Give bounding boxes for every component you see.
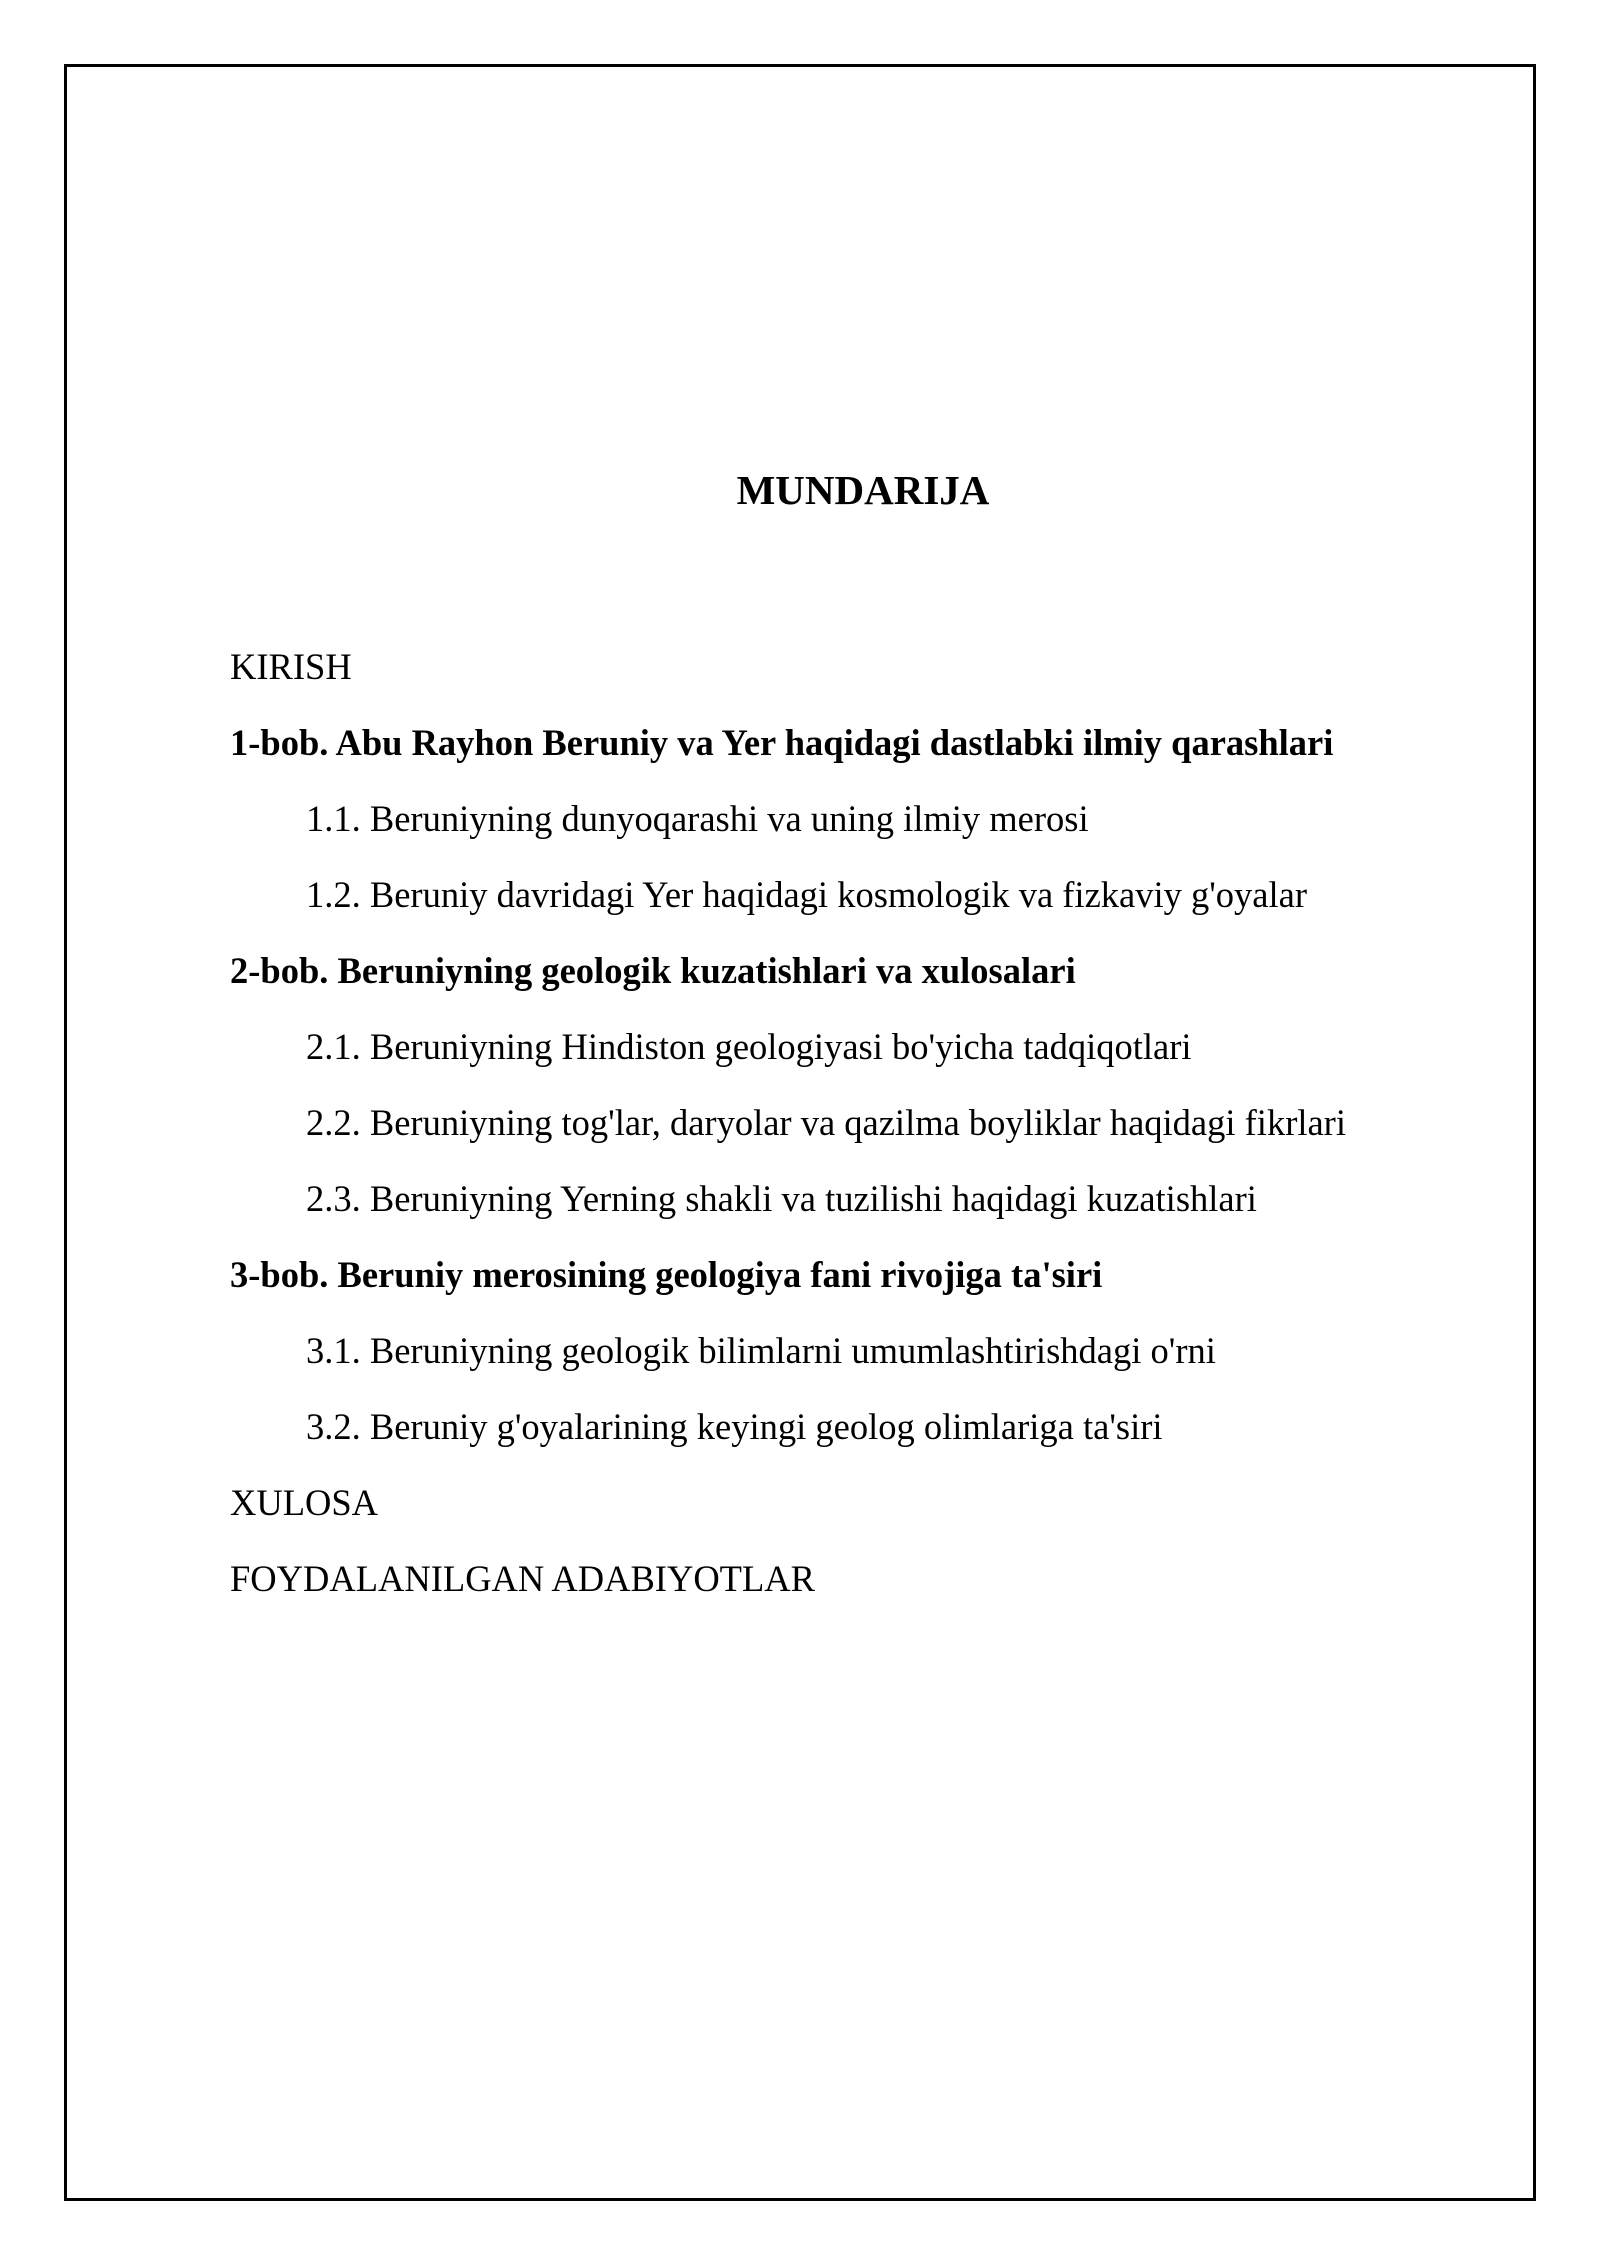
toc-section-3-1: 3.1. Beruniyning geologik bilimlarni umumlashtirishdagi o'rni bbox=[306, 1330, 1216, 1371]
toc-section-2-1: 2.1. Beruniyning Hindiston geologiyasi bo'yicha tadqiqotlari bbox=[306, 1026, 1192, 1067]
toc-chapter-3: 3-bob. Beruniy merosining geologiya fani rivojiga ta'siri bbox=[230, 1254, 1103, 1295]
toc-section-1-2: 1.2. Beruniy davridagi Yer haqidagi kosmologik va fizkaviy g'oyalar bbox=[306, 874, 1308, 915]
toc-section-2-2: 2.2. Beruniyning tog'lar, daryolar va qazilma boyliklar haqidagi fikrlari bbox=[306, 1102, 1346, 1143]
toc-entry-xulosa: XULOSA bbox=[230, 1482, 379, 1523]
toc-entry-bibliography: FOYDALANILGAN ADABIYOTLAR bbox=[230, 1558, 815, 1599]
toc-entry-kirish: KIRISH bbox=[230, 646, 352, 687]
page-title: MUNDARIJA bbox=[736, 467, 990, 513]
toc-section-1-1: 1.1. Beruniyning dunyoqarashi va uning ilmiy merosi bbox=[306, 798, 1089, 839]
toc-chapter-2: 2-bob. Beruniyning geologik kuzatishlari va xulosalari bbox=[230, 950, 1076, 991]
toc-section-2-3: 2.3. Beruniyning Yerning shakli va tuzilishi haqidagi kuzatishlari bbox=[306, 1178, 1257, 1219]
table-of-contents bbox=[230, 642, 1346, 1630]
toc-section-3-2: 3.2. Beruniy g'oyalarining keyingi geolog olimlariga ta'siri bbox=[306, 1406, 1163, 1447]
toc-chapter-1: 1-bob. Abu Rayhon Beruniy va Yer haqidagi dastlabki ilmiy qarashlari bbox=[230, 722, 1334, 763]
